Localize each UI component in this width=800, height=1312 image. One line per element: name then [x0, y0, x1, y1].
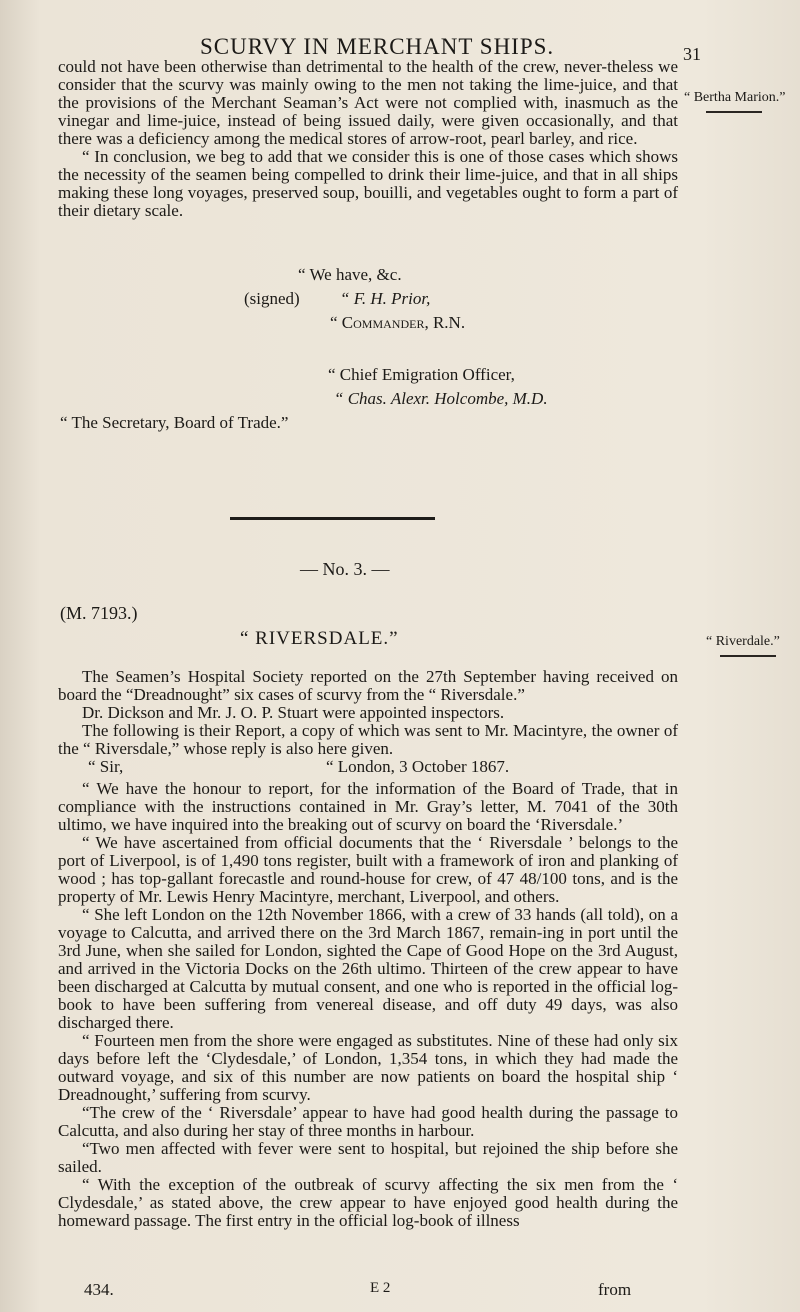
sign-off: “ We have, &c. — [298, 265, 402, 284]
paragraph: “ Fourteen men from the shore were engaged as substitutes. Nine of these had only six days before left the ‘Clydesdale,’ of London, 1,354 tons, in which they had made the outward voyage, and six of this number are now patients on board the hospital ship ‘ Dreadnought,’ suffering from scurvy. — [58, 1031, 678, 1104]
section-divider — [230, 517, 435, 520]
paragraph: could not have been otherwise than detrimental to the health of the crew, never-theless we consider that the scurvy was mainly owing to the men not taking the lime-juice, and that the provisions of the Merchant Seaman’s Act were not complied with, inasmuch as the vinegar and lime-juice, instead of being issued daily, were given occasionally, and that there was a deficiency among the medical stores of arrow-root, pearl barley, and rice. — [58, 57, 678, 148]
running-title: SCURVY IN MERCHANT SHIPS. — [200, 34, 555, 59]
signed-label: (signed) — [244, 289, 300, 308]
report-text — [58, 780, 678, 1230]
signatory-name: “ F. H. Prior, — [340, 289, 431, 308]
signature-mark: E 2 — [370, 1280, 391, 1296]
page-number: 31 — [683, 44, 701, 64]
margin-note-rule — [720, 655, 776, 657]
addressee: “ The Secretary, Board of Trade.” — [60, 413, 289, 432]
section1-text — [58, 58, 678, 220]
footer-number: 434. — [84, 1280, 114, 1299]
signatory-name: “ Chas. Alexr. Holcombe, M.D. — [334, 389, 548, 408]
ship-heading: “ RIVERSDALE.” — [240, 628, 399, 649]
signatory-title: “ Commander, R.N. — [330, 313, 466, 332]
paragraph: “ She left London on the 12th November 1866, with a crew of 33 hands (all told), on a voyage to Calcutta, and arrived there on the 3rd March 1867, remain-ing in port until the 3rd June, when she sailed for London, sighted the Cape of Good Hope on the 3rd August, and arrived in the Victoria Docks on the 26th ultimo. Thirteen of the crew appear to have been discharged at Calcutta by mutual consent, and one who is reported in the official log-book to have been suffering from venereal disease, and off duty 49 days, was also discharged there. — [58, 905, 678, 1032]
salutation: “ Sir, — [88, 757, 124, 776]
paragraph: “ In conclusion, we beg to add that we consider this is one of those cases which shows the necessity of the seamen being compelled to drink their lime-juice, and that in all ships making these long voyages, preserved soup, bouilli, and vegetables ought to form a part of their dietary scale. — [58, 147, 678, 220]
reference-number: (M. 7193.) — [60, 603, 138, 623]
paragraph: “ We have ascertained from official documents that the ‘ Riversdale ’ belongs to the port of Liverpool, is of 1,490 tons register, built with a framework of iron and planking of wood ; has top-gallant forecastle and round-house for crew, of 47 48/100 tons, and is the property of Mr. Lewis Henry Macintyre, merchant, Liverpool, and others. — [58, 833, 678, 906]
paragraph: Dr. Dickson and Mr. J. O. P. Stuart were appointed inspectors. — [82, 703, 505, 722]
paragraph: “The crew of the ‘ Riversdale’ appear to have had good health during the passage to Calcutta, and also during her stay of three months in harbour. — [58, 1103, 678, 1140]
section-number: — No. 3. — — [300, 559, 390, 579]
margin-note-rule — [706, 111, 762, 113]
signatory-title: “ Chief Emigration Officer, — [328, 365, 515, 384]
paragraph: “ With the exception of the outbreak of scurvy affecting the six men from the ‘ Clydesdale,’ as stated above, the crew appear to have enjoyed good health during the homeward passage. The first entry in the official log-book of illness — [58, 1175, 678, 1230]
dateline: “ London, 3 October 1867. — [326, 757, 510, 776]
paragraph: “Two men affected with fever were sent to hospital, but rejoined the ship before she sailed. — [58, 1139, 678, 1176]
margin-note-bertha-marion: “ Bertha Marion.” — [684, 90, 786, 105]
paragraph: The following is their Report, a copy of which was sent to Mr. Macintyre, the owner of the “ Riversdale,” whose reply is also here given. — [58, 721, 678, 758]
paragraph: “ We have the honour to report, for the information of the Board of Trade, that in compliance with the instructions contained in Mr. Gray’s letter, M. 7041 of the 30th ultimo, we have inquired into the breaking out of scurvy on board the ‘Riversdale.’ — [58, 779, 678, 834]
margin-note-riverdale: “ Riverdale.” — [706, 634, 780, 649]
catchword: from — [598, 1280, 632, 1299]
paragraph: The Seamen’s Hospital Society reported on the 27th September having received on board the “Dreadnought” six cases of scurvy from the “ Riversdale.” — [58, 667, 678, 704]
section2-intro — [58, 668, 678, 758]
